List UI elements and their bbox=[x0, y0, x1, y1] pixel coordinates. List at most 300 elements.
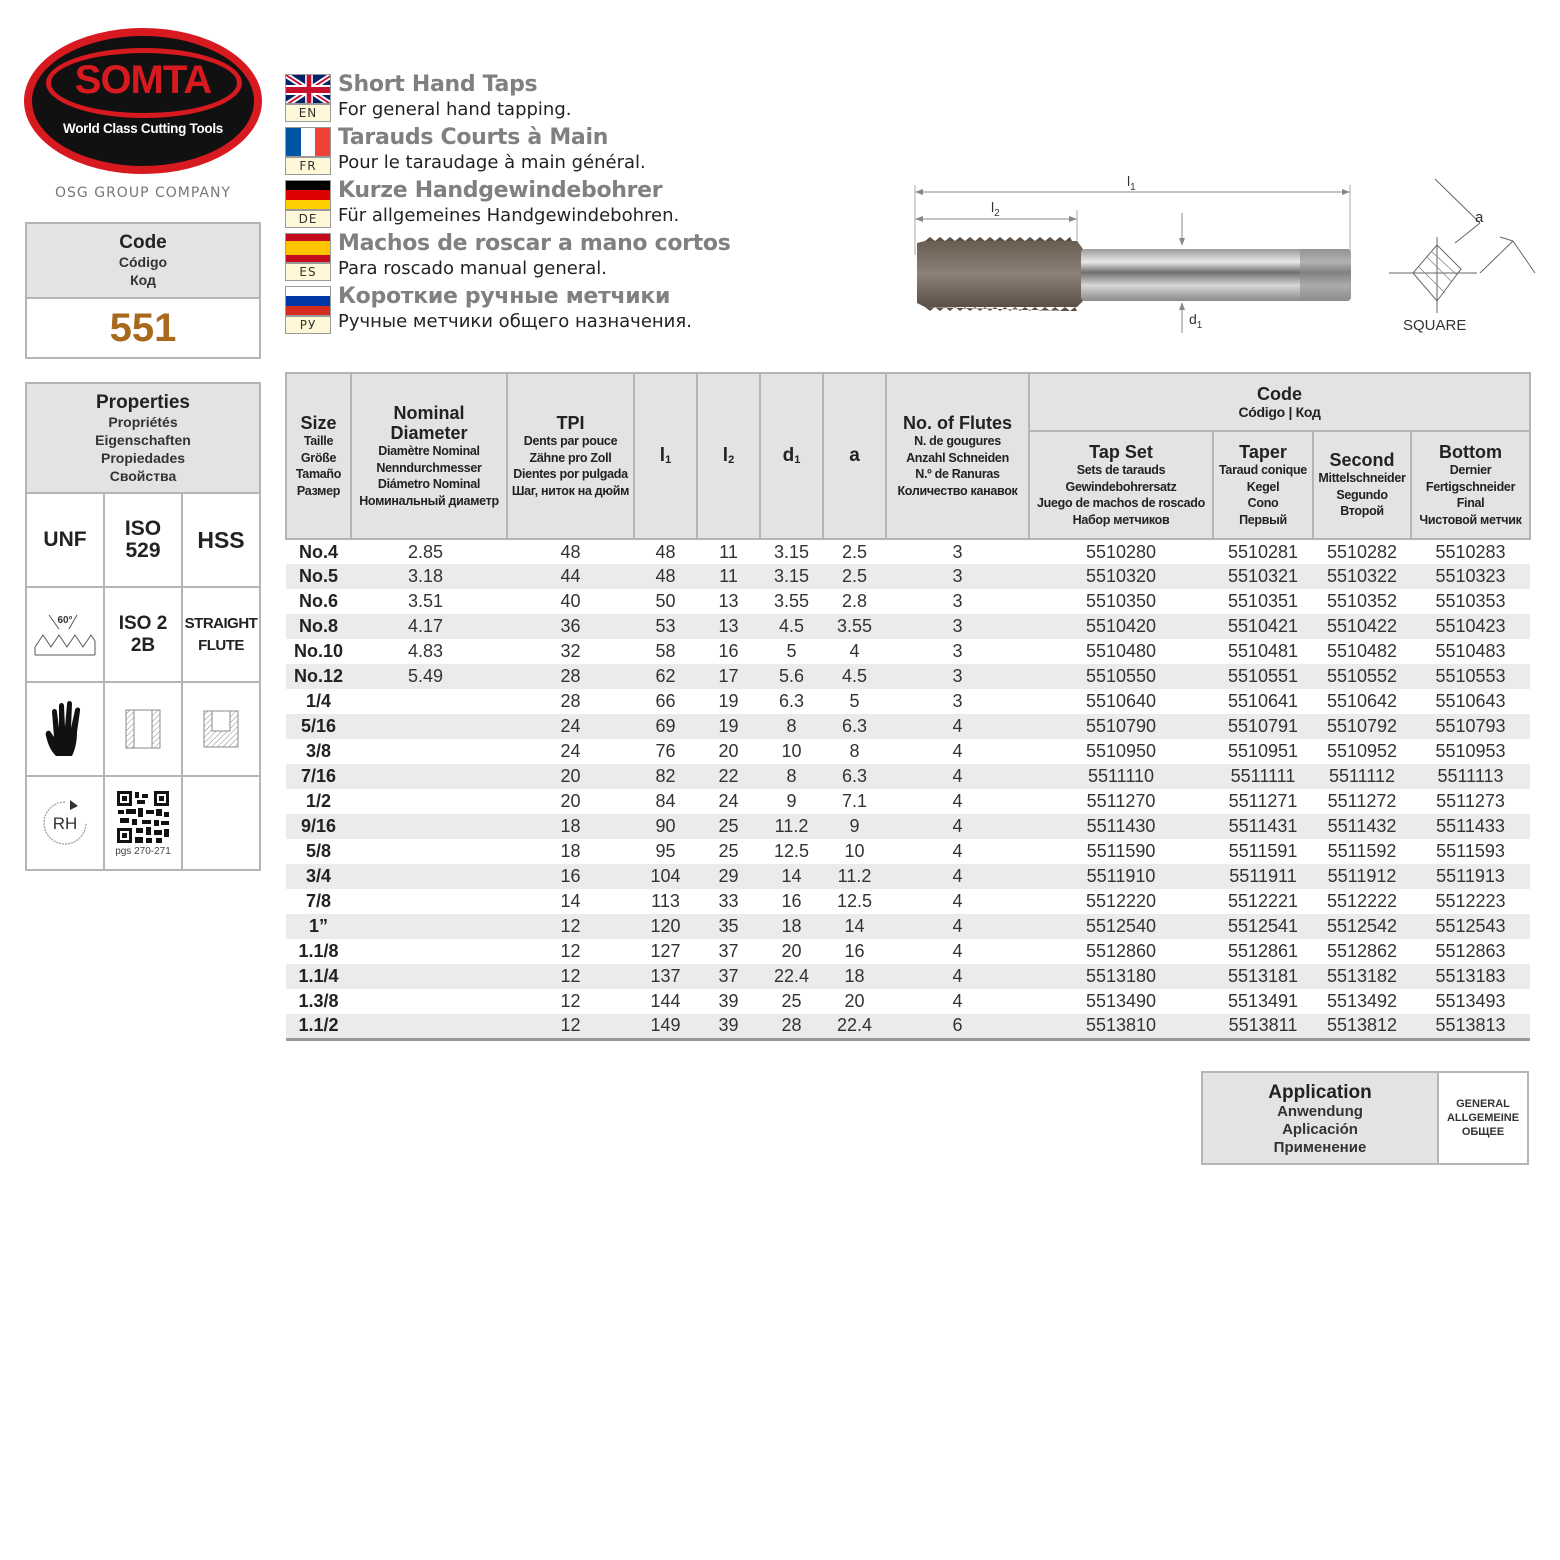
property-hand-use bbox=[27, 683, 105, 777]
property-standard bbox=[105, 494, 183, 588]
cell-nominal-diameter bbox=[351, 789, 507, 814]
property-text: 529 bbox=[125, 539, 161, 562]
cell-tpi: 48 bbox=[560, 541, 581, 562]
cell-l1: 76 bbox=[655, 741, 676, 761]
qr-code-icon[interactable] bbox=[116, 790, 170, 844]
cell-taper-code: 5513181 bbox=[1213, 964, 1313, 989]
property-thread-type bbox=[27, 494, 105, 588]
cell-size: No.5 bbox=[286, 564, 351, 589]
properties-box bbox=[25, 382, 261, 871]
cell-d1: 3.55 bbox=[773, 591, 810, 611]
cell-size: 1” bbox=[286, 914, 351, 939]
header-bottom: Bottom Dernier Fertigschneider Final Чистовой метчик bbox=[1411, 431, 1530, 539]
cell-flutes: 4 bbox=[886, 964, 1029, 989]
cell-flutes: 4 bbox=[952, 941, 963, 961]
cell-tap-set-code: 5513490 bbox=[1085, 991, 1157, 1011]
cell-second-code: 5511112 bbox=[1313, 764, 1411, 789]
header-size: Size Taille Größe Tamaño Размер bbox=[286, 373, 351, 539]
language-de bbox=[285, 178, 705, 231]
table-row bbox=[286, 839, 1530, 864]
table-row bbox=[286, 789, 1530, 814]
cell-a: 6.3 bbox=[823, 764, 886, 789]
cell-taper-code: 5510791 bbox=[1213, 714, 1313, 739]
cell-tpi: 12 bbox=[507, 914, 634, 939]
tap-dimension-diagram bbox=[905, 165, 1545, 345]
cell-nominal-diameter bbox=[351, 914, 507, 939]
cell-a: 7.1 bbox=[841, 791, 868, 811]
application-subtitle: Aplicación bbox=[1282, 1121, 1358, 1138]
property-text: ISO bbox=[124, 517, 162, 540]
cell-tpi: 14 bbox=[560, 891, 581, 911]
l2-label: $l_2$ bbox=[991, 199, 1000, 219]
brand-name: SOMTA bbox=[74, 58, 212, 102]
properties-grid bbox=[27, 494, 259, 869]
svg-text:60°: 60° bbox=[57, 614, 73, 626]
cell-l1: 62 bbox=[634, 664, 697, 689]
cell-size: 1/2 bbox=[305, 791, 332, 811]
cell-flutes: 4 bbox=[952, 891, 963, 911]
cell-nominal-diameter bbox=[351, 1014, 507, 1039]
cell-a: 2.5 bbox=[823, 564, 886, 589]
cell-tpi: 12 bbox=[560, 941, 581, 961]
language-descriptions bbox=[285, 72, 731, 337]
cell-tap-set-code: 5510350 bbox=[1085, 591, 1157, 611]
product-description: For general hand tapping. bbox=[338, 99, 572, 120]
cell-tap-set-code: 5512860 bbox=[1085, 941, 1157, 961]
hand-icon bbox=[44, 700, 86, 758]
cell-tap-set-code: 5511270 bbox=[1086, 791, 1156, 811]
table-row bbox=[286, 639, 1530, 664]
cell-second-code: 5510352 bbox=[1326, 591, 1398, 611]
cell-size: No.6 bbox=[298, 591, 338, 611]
product-title: Kurze Handgewindebohrer bbox=[338, 178, 663, 203]
cell-taper-code: 5513491 bbox=[1227, 991, 1299, 1011]
cell-a: 18 bbox=[823, 964, 886, 989]
application-subtitle: Применение bbox=[1273, 1139, 1367, 1156]
cell-l2: 39 bbox=[718, 991, 739, 1011]
cell-size: No.12 bbox=[286, 664, 351, 689]
l1-label: $l_1$ bbox=[1127, 173, 1136, 193]
cell-nominal-diameter bbox=[351, 739, 507, 764]
cell-l2: 11 bbox=[697, 564, 760, 589]
cell-size: 9/16 bbox=[286, 814, 351, 839]
cell-l1: 149 bbox=[634, 1014, 697, 1039]
header-code: Code Código | Код bbox=[1029, 373, 1530, 431]
cell-second-code: 5510642 bbox=[1326, 691, 1398, 711]
table-row bbox=[286, 564, 1530, 589]
cell-l1: 144 bbox=[650, 991, 681, 1011]
cell-nominal-diameter: 4.83 bbox=[408, 641, 444, 661]
property-text: HSS bbox=[197, 527, 245, 553]
cell-l2: 22 bbox=[697, 764, 760, 789]
cell-l1: 48 bbox=[634, 564, 697, 589]
cell-size: 1.1/4 bbox=[286, 964, 351, 989]
cell-l2: 33 bbox=[718, 891, 739, 911]
cell-second-code: 5511272 bbox=[1327, 791, 1397, 811]
cell-size: 1/4 bbox=[305, 691, 332, 711]
application-value-text: GENERAL bbox=[1456, 1098, 1510, 1110]
cell-tpi: 40 bbox=[560, 591, 581, 611]
cell-bottom-code: 5512863 bbox=[1435, 941, 1506, 961]
cell-a: 12.5 bbox=[836, 891, 873, 911]
cell-l2: 37 bbox=[718, 941, 739, 961]
cell-size: 1.3/8 bbox=[298, 991, 339, 1011]
property-thread-angle bbox=[27, 588, 105, 683]
cell-second-code: 5511592 bbox=[1327, 841, 1397, 861]
a-label: a bbox=[1475, 209, 1484, 226]
thread-60-degree-icon bbox=[33, 613, 97, 657]
cell-second-code: 5513812 bbox=[1313, 1014, 1411, 1039]
cell-l2: 29 bbox=[697, 864, 760, 889]
table-row bbox=[286, 689, 1530, 714]
cell-taper-code: 5511591 bbox=[1228, 841, 1298, 861]
cell-tap-set-code: 5510420 bbox=[1029, 614, 1213, 639]
product-description: Pour le taraudage à main général. bbox=[338, 152, 646, 173]
cell-size: 5/8 bbox=[305, 841, 332, 861]
cell-second-code: 5510482 bbox=[1326, 641, 1398, 661]
cell-tap-set-code: 5512220 bbox=[1085, 891, 1157, 911]
cell-tpi: 18 bbox=[507, 814, 634, 839]
cell-taper-code: 5510321 bbox=[1213, 564, 1313, 589]
cell-a: 2.5 bbox=[841, 541, 868, 562]
cell-l2: 19 bbox=[718, 691, 739, 711]
cell-d1: 5 bbox=[786, 641, 797, 661]
cell-tpi: 32 bbox=[560, 641, 581, 661]
cell-flutes: 4 bbox=[886, 814, 1029, 839]
cell-bottom-code: 5511433 bbox=[1411, 814, 1530, 839]
code-box bbox=[25, 222, 261, 359]
product-title: Tarauds Courts à Main bbox=[338, 125, 609, 150]
cell-tap-set-code: 5510550 bbox=[1029, 664, 1213, 689]
application-header bbox=[1203, 1073, 1439, 1163]
cell-flutes: 3 bbox=[886, 614, 1029, 639]
property-tolerance bbox=[105, 588, 183, 683]
cell-d1: 10 bbox=[781, 741, 802, 761]
cell-second-code: 5512542 bbox=[1313, 914, 1411, 939]
cell-second-code: 5510282 bbox=[1326, 541, 1398, 562]
table-row bbox=[286, 1014, 1530, 1039]
cell-tap-set-code: 5510320 bbox=[1029, 564, 1213, 589]
cell-tpi: 12 bbox=[507, 964, 634, 989]
cell-flutes: 3 bbox=[952, 641, 963, 661]
cell-bottom-code: 5513813 bbox=[1411, 1014, 1530, 1039]
group-company: OSG GROUP COMPANY bbox=[55, 185, 231, 201]
cell-second-code: 5510792 bbox=[1313, 714, 1411, 739]
table-row bbox=[286, 739, 1530, 764]
cell-d1: 28 bbox=[760, 1014, 823, 1039]
header-d1: $d_1$ bbox=[760, 373, 823, 539]
cell-tap-set-code: 5510790 bbox=[1029, 714, 1213, 739]
cell-flutes: 4 bbox=[886, 914, 1029, 939]
cell-taper-code: 5510951 bbox=[1227, 741, 1299, 761]
cell-tpi: 24 bbox=[507, 714, 634, 739]
cell-l2: 16 bbox=[718, 641, 739, 661]
cell-tap-set-code: 5511910 bbox=[1029, 864, 1213, 889]
cell-flutes: 4 bbox=[952, 991, 963, 1011]
cell-nominal-diameter bbox=[351, 939, 507, 964]
cell-a: 14 bbox=[823, 914, 886, 939]
code-value: 551 bbox=[109, 306, 177, 350]
blind-hole-icon bbox=[203, 710, 239, 748]
property-through-hole bbox=[105, 683, 183, 777]
cell-tap-set-code: 5511430 bbox=[1029, 814, 1213, 839]
cell-tap-set-code: 5510640 bbox=[1085, 691, 1157, 711]
property-rotation bbox=[27, 777, 105, 869]
cell-l1: 82 bbox=[634, 764, 697, 789]
cell-nominal-diameter: 3.51 bbox=[408, 591, 444, 611]
property-flute-type bbox=[183, 588, 259, 683]
table-row bbox=[286, 664, 1530, 689]
cell-tpi: 18 bbox=[560, 841, 581, 861]
cell-size: 7/8 bbox=[305, 891, 332, 911]
cell-nominal-diameter bbox=[351, 689, 507, 714]
cell-tpi: 20 bbox=[507, 764, 634, 789]
cell-tap-set-code: 5513180 bbox=[1029, 964, 1213, 989]
cell-bottom-code: 5513493 bbox=[1435, 991, 1506, 1011]
spain-flag-icon bbox=[285, 233, 331, 263]
cell-l1: 137 bbox=[634, 964, 697, 989]
cell-tpi: 24 bbox=[560, 741, 581, 761]
cell-second-code: 5510422 bbox=[1313, 614, 1411, 639]
header-a: a bbox=[823, 373, 886, 539]
cell-tpi: 12 bbox=[560, 991, 581, 1011]
cell-flutes: 3 bbox=[886, 564, 1029, 589]
cell-bottom-code: 5510643 bbox=[1435, 691, 1506, 711]
cell-bottom-code: 5510553 bbox=[1411, 664, 1530, 689]
cell-tap-set-code: 5513810 bbox=[1029, 1014, 1213, 1039]
cell-l1: 58 bbox=[655, 641, 676, 661]
cell-a: 5 bbox=[849, 691, 860, 711]
product-title: Machos de roscar a mano cortos bbox=[338, 231, 731, 256]
cell-second-code: 5511432 bbox=[1313, 814, 1411, 839]
cell-l1: 95 bbox=[655, 841, 676, 861]
uk-flag-icon bbox=[285, 74, 331, 104]
cell-l2: 19 bbox=[697, 714, 760, 739]
code-title: Code bbox=[119, 232, 167, 253]
cell-size: 7/16 bbox=[286, 764, 351, 789]
cell-second-code: 5512862 bbox=[1326, 941, 1398, 961]
cell-taper-code: 5510351 bbox=[1227, 591, 1299, 611]
cell-size: No.4 bbox=[298, 541, 338, 562]
cell-tpi: 16 bbox=[507, 864, 634, 889]
language-code: DE bbox=[285, 210, 331, 228]
code-subtitle: Код bbox=[130, 272, 156, 288]
cell-second-code: 5510552 bbox=[1313, 664, 1411, 689]
table-row bbox=[286, 589, 1530, 614]
cell-tap-set-code: 5511590 bbox=[1086, 841, 1156, 861]
cell-nominal-diameter bbox=[351, 889, 507, 914]
cell-d1: 14 bbox=[760, 864, 823, 889]
property-material bbox=[183, 494, 259, 588]
header-tpi: TPI Dents par pouce Zähne pro Zoll Dientes por pulgada Шаг, ниток на дюйм bbox=[507, 373, 634, 539]
cell-l1: 69 bbox=[634, 714, 697, 739]
header-l2: $l_2$ bbox=[697, 373, 760, 539]
cell-a: 6.3 bbox=[823, 714, 886, 739]
language-code: FR bbox=[285, 157, 331, 175]
cell-size: 1.1/2 bbox=[286, 1014, 351, 1039]
cell-taper-code: 5512541 bbox=[1213, 914, 1313, 939]
cell-tpi: 28 bbox=[560, 691, 581, 711]
cell-d1: 8 bbox=[760, 764, 823, 789]
cell-d1: 4.5 bbox=[760, 614, 823, 639]
cell-taper-code: 5511431 bbox=[1213, 814, 1313, 839]
cell-flutes: 6 bbox=[886, 1014, 1029, 1039]
cell-a: 3.55 bbox=[823, 614, 886, 639]
cell-tpi: 36 bbox=[507, 614, 634, 639]
language-en bbox=[285, 72, 705, 125]
cell-nominal-diameter bbox=[351, 964, 507, 989]
cell-bottom-code: 5512223 bbox=[1435, 891, 1506, 911]
cell-second-code: 5511912 bbox=[1313, 864, 1411, 889]
language-code: РУ bbox=[285, 316, 331, 334]
cell-bottom-code: 5510353 bbox=[1435, 591, 1506, 611]
cell-bottom-code: 5510423 bbox=[1411, 614, 1530, 639]
cell-flutes: 4 bbox=[886, 864, 1029, 889]
cell-a: 8 bbox=[849, 741, 860, 761]
property-text: UNF bbox=[43, 528, 87, 551]
cell-bottom-code: 5510483 bbox=[1435, 641, 1506, 661]
cell-bottom-code: 5511913 bbox=[1411, 864, 1530, 889]
header-tap-set: Tap Set Sets de tarauds Gewindebohrersatz Juego de machos de roscado Набор метчиков bbox=[1029, 431, 1213, 539]
cell-bottom-code: 5510323 bbox=[1411, 564, 1530, 589]
header-nominal-diameter: Nominal Diameter Diamètre Nominal Nenndurchmesser Diámetro Nominal Номинальный диаметр bbox=[351, 373, 507, 539]
table-row bbox=[286, 939, 1530, 964]
cell-d1: 16 bbox=[781, 891, 802, 911]
cell-a: 20 bbox=[844, 991, 865, 1011]
cell-size: 1.1/8 bbox=[298, 941, 339, 961]
cell-second-code: 5512222 bbox=[1326, 891, 1398, 911]
properties-subtitle: Свойства bbox=[109, 468, 177, 484]
cell-l1: 127 bbox=[650, 941, 681, 961]
through-hole-icon bbox=[125, 709, 161, 749]
cell-flutes: 3 bbox=[952, 691, 963, 711]
table-row bbox=[286, 714, 1530, 739]
cell-bottom-code: 5511593 bbox=[1436, 841, 1505, 861]
properties-subtitle: Eigenschaften bbox=[95, 432, 191, 448]
cell-a: 4 bbox=[849, 641, 860, 661]
cell-l1: 120 bbox=[634, 914, 697, 939]
cell-l2: 11 bbox=[719, 541, 738, 562]
application-title: Application bbox=[1268, 1082, 1372, 1103]
cell-d1: 6.3 bbox=[778, 691, 805, 711]
cell-taper-code: 5510641 bbox=[1227, 691, 1299, 711]
cell-taper-code: 5511911 bbox=[1213, 864, 1313, 889]
property-text: ISO 2 bbox=[118, 612, 168, 634]
cell-nominal-diameter: 4.17 bbox=[351, 614, 507, 639]
property-text: FLUTE bbox=[198, 636, 244, 654]
cell-second-code: 5513492 bbox=[1326, 991, 1398, 1011]
cell-tpi: 44 bbox=[507, 564, 634, 589]
cell-size: 3/8 bbox=[305, 741, 332, 761]
cell-flutes: 4 bbox=[886, 764, 1029, 789]
application-box bbox=[1201, 1071, 1529, 1165]
cell-taper-code: 5511271 bbox=[1228, 791, 1298, 811]
cell-tap-set-code: 5512540 bbox=[1029, 914, 1213, 939]
cell-d1: 12.5 bbox=[773, 841, 810, 861]
properties-subtitle: Propiedades bbox=[100, 450, 186, 466]
header-second: Second Mittelschneider Segundo Второй bbox=[1313, 431, 1411, 539]
table-row bbox=[286, 989, 1530, 1014]
cell-l1: 104 bbox=[634, 864, 697, 889]
language-es bbox=[285, 231, 731, 284]
cell-bottom-code: 5510953 bbox=[1435, 741, 1506, 761]
cell-d1: 18 bbox=[760, 914, 823, 939]
cell-tpi: 20 bbox=[560, 791, 581, 811]
cell-tpi: 28 bbox=[507, 664, 634, 689]
cell-l1: 48 bbox=[655, 541, 676, 562]
header-flutes: No. of Flutes N. de gougures Anzahl Schneiden N.º de Ranuras Количество канавок bbox=[886, 373, 1029, 539]
cell-d1: 8 bbox=[760, 714, 823, 739]
cell-nominal-diameter: 5.49 bbox=[351, 664, 507, 689]
code-subtitle: Código bbox=[118, 254, 168, 270]
russia-flag-icon bbox=[285, 286, 331, 316]
cell-l1: 50 bbox=[655, 591, 676, 611]
application-value-text: ALLGEMEINE bbox=[1446, 1112, 1520, 1124]
cell-nominal-diameter: 3.18 bbox=[351, 564, 507, 589]
cell-taper-code: 5510551 bbox=[1213, 664, 1313, 689]
cell-size: 3/4 bbox=[286, 864, 351, 889]
cell-bottom-code: 5510283 bbox=[1435, 541, 1506, 562]
product-title: Short Hand Taps bbox=[338, 72, 538, 97]
property-text: 2B bbox=[130, 634, 156, 656]
germany-flag-icon bbox=[285, 180, 331, 210]
cell-a: 2.8 bbox=[841, 591, 868, 611]
cell-taper-code: 5513811 bbox=[1213, 1014, 1313, 1039]
cell-l2: 25 bbox=[697, 814, 760, 839]
cell-a: 9 bbox=[823, 814, 886, 839]
language-fr bbox=[285, 125, 705, 178]
cell-bottom-code: 5511273 bbox=[1436, 791, 1505, 811]
properties-title: Properties bbox=[96, 392, 190, 413]
property-catalog-qr[interactable] bbox=[105, 777, 183, 869]
cell-bottom-code: 5512543 bbox=[1411, 914, 1530, 939]
product-title: Короткие ручные метчики bbox=[338, 284, 671, 309]
product-description: Ручные метчики общего назначения. bbox=[338, 311, 692, 332]
cell-l2: 13 bbox=[697, 614, 760, 639]
product-table bbox=[285, 372, 1529, 1041]
cell-d1: 22.4 bbox=[760, 964, 823, 989]
cell-flutes: 4 bbox=[952, 741, 963, 761]
cell-nominal-diameter bbox=[351, 764, 507, 789]
cell-d1: 9 bbox=[786, 791, 797, 811]
cell-taper-code: 5510481 bbox=[1227, 641, 1299, 661]
cell-second-code: 5510952 bbox=[1326, 741, 1398, 761]
cell-l1: 90 bbox=[634, 814, 697, 839]
header-l1: $l_1$ bbox=[634, 373, 697, 539]
cell-size: 5/16 bbox=[286, 714, 351, 739]
cell-taper-code: 5512221 bbox=[1227, 891, 1299, 911]
cell-l2: 25 bbox=[718, 841, 739, 861]
table-row bbox=[286, 614, 1530, 639]
cell-d1: 5.6 bbox=[760, 664, 823, 689]
table-row bbox=[286, 864, 1530, 889]
cell-tap-set-code: 5510950 bbox=[1085, 741, 1157, 761]
application-value-text: ОБЩЕЕ bbox=[1461, 1126, 1505, 1138]
cell-flutes: 4 bbox=[886, 714, 1029, 739]
application-subtitle: Anwendung bbox=[1277, 1103, 1363, 1120]
cell-nominal-diameter bbox=[351, 814, 507, 839]
table-row bbox=[286, 764, 1530, 789]
cell-size: No.10 bbox=[293, 641, 344, 661]
language-ru bbox=[285, 284, 705, 337]
cell-flutes: 3 bbox=[952, 541, 963, 562]
cell-d1: 3.15 bbox=[760, 564, 823, 589]
cell-d1: 11.2 bbox=[760, 814, 823, 839]
code-box-header bbox=[27, 224, 259, 299]
cell-d1: 25 bbox=[781, 991, 802, 1011]
cell-second-code: 5513182 bbox=[1313, 964, 1411, 989]
cell-bottom-code: 5513183 bbox=[1411, 964, 1530, 989]
